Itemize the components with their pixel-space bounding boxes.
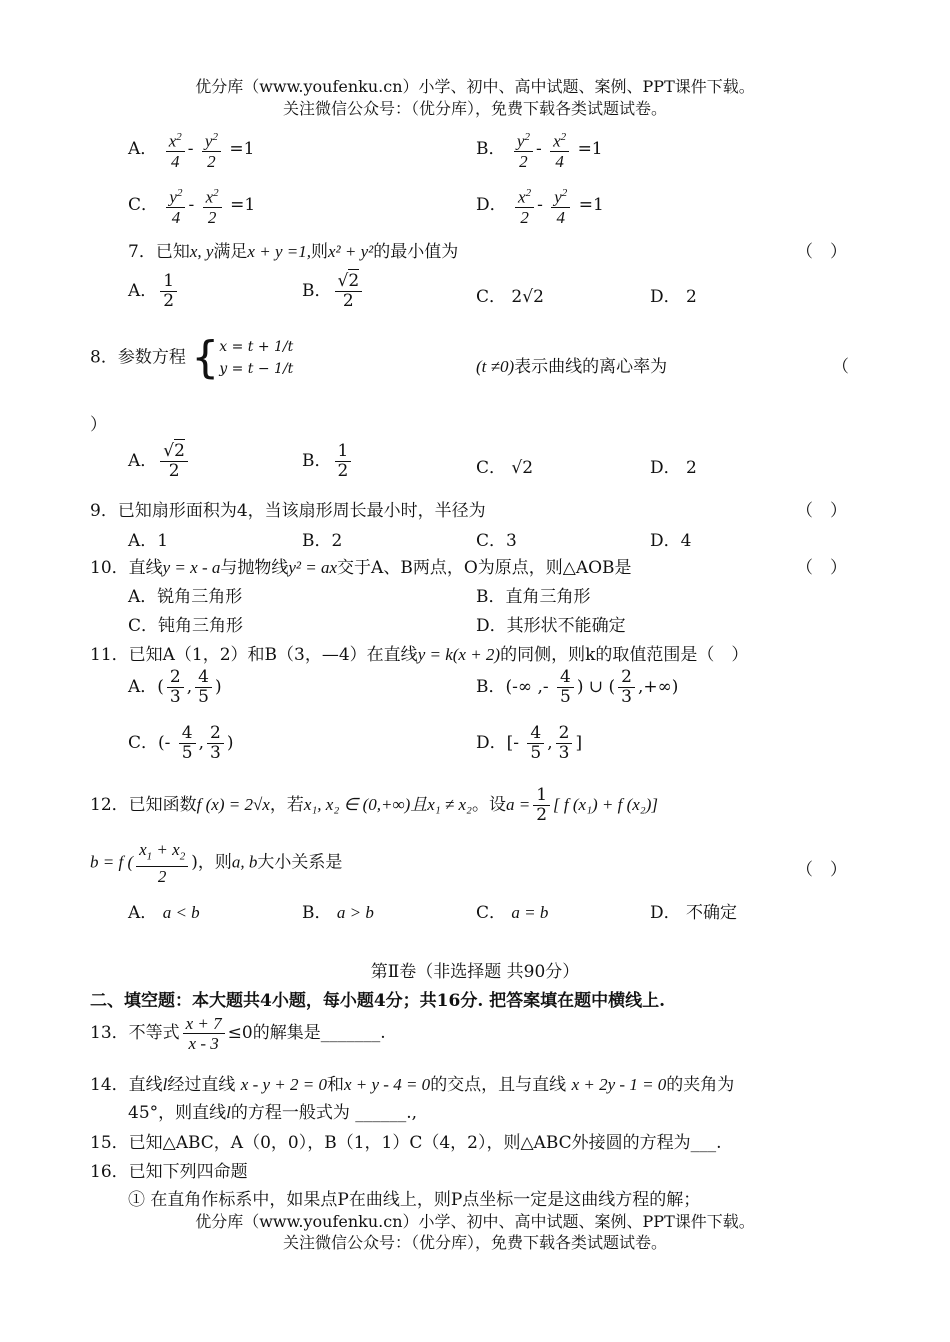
q9-option-a: A．1 [128,531,169,551]
q9-option-d: D．4 [650,531,692,551]
footer-line-1: 优分库（www.youfenku.cn）小学、初中、高中试题、案例、PPT课件下载。 [195,1212,755,1231]
q13-stem: 13．不等式 $\frac{x + 7}{x - 3}$ ≤0的解集是_______. [90,1014,386,1053]
q7-answer-paren: （ ） [796,242,847,262]
q8-option-b: B． $\frac{1}{2}$ [302,442,354,481]
q7-option-d: D． 2 [650,287,697,307]
q9-option-b: B．2 [302,531,343,551]
q9-option-c: C．3 [476,531,517,551]
q12-stem: 12．已知函数f (x) = 2√x，若x₁, x₂ ∈ (0,+∞)且x₁ ≠ x₂。设a = $\frac{1}{2}$ [ f (x₁) + f (x₂)] [90,785,658,825]
q11-option-b: B．(-∞ ,- $\frac{4}{5}$ ) ∪ ( $\frac{2}{3}$ ,+∞) [476,667,679,707]
q15-stem: 15．已知△ABC，A（0，0），B（1，1）C（4，2），则△ABC外接圆的方程为___. [90,1133,722,1153]
q6-option-c: C． $\frac{y^2}{4}$ - $\frac{x^2}{2}$ =1 [128,184,255,227]
q8-option-c: C． √2 [476,458,534,478]
header-line-1: 优分库（www.youfenku.cn）小学、初中、高中试题、案例、PPT课件下载。 [195,77,755,96]
q12-option-b: B． a > b [302,903,374,923]
q8-system-eq2: y = t − 1/t [219,361,294,377]
q10-answer-paren: （ ） [796,558,847,578]
q12-stem-line2: b = f ( $\frac{x_1 + x_2}{2}$ )，则a, b大小关系是 [90,840,343,887]
q7-option-a: A． $\frac{1}{2}$ [128,272,180,311]
section-heading: 二、填空题：本大题共4小题，每小题4分；共16分. 把答案填在题中横线上. [90,991,666,1011]
q8-paren-open: （ [832,357,849,377]
q16-item-1: ① 在直角作标系中，如果点P在曲线上，则P点坐标一定是这曲线方程的解； [128,1190,701,1210]
q14-stem-line2: 45°，则直线l的方程一般式为 ______., [128,1103,418,1123]
q6-option-a: A． $\frac{x^2}{4}$ - $\frac{y^2}{2}$ =1 [128,128,254,171]
q6-option-d: D． $\frac{x^2}{2}$ - $\frac{y^2}{4}$ =1 [476,184,604,227]
q10-option-b: B．直角三角形 [476,587,591,607]
q10-stem: 10．直线y = x - a与抛物线y² = ax交于A、B两点，O为原点，则△AOB是 [90,558,632,578]
q11-stem: 11．已知A（1，2）和B（3，—4）在直线y = k(x + 2)的同侧，则k的取值范围是（ ） [90,645,749,665]
part2-title: 第Ⅱ卷（非选择题 共90分） [370,962,580,982]
q12-option-a: A． a < b [128,903,200,923]
q12-answer-paren: （ ） [796,860,847,880]
q8-option-a: A． $\frac{√2}{2}$ [128,442,191,481]
q11-option-c: C．(- $\frac{4}{5}$ , $\frac{2}{3}$ ) [128,723,234,763]
q12-option-c: C． a = b [476,903,549,923]
q14-stem: 14．直线l经过直线 x - y + 2 = 0和x + y - 4 = 0的交点，且与直线 x + 2y - 1 = 0的夹角为 [90,1075,735,1095]
q8-option-d: D． 2 [650,458,697,478]
q7-option-c: C． 2√2 [476,287,544,307]
footer-line-2: 关注微信公众号：（优分库），免费下载各类试题试卷。 [282,1233,667,1252]
q11-option-a: A．( $\frac{2}{3}$ , $\frac{4}{5}$ ) [128,667,222,707]
q9-answer-paren: （ ） [796,501,847,521]
q7-option-b: B． $\frac{√2}{2}$ [302,272,365,311]
q10-option-a: A．锐角三角形 [128,587,243,607]
q10-option-d: D．其形状不能确定 [476,616,626,636]
q8-stem: 8．参数方程 {x = t + 1/t y = t − 1/t [90,332,294,383]
q6-option-b: B． $\frac{y^2}{2}$ - $\frac{x^2}{4}$ =1 [476,128,603,171]
q8-condition: (t ≠0)表示曲线的离心率为 [476,357,668,377]
q8-paren-close: ） [90,415,107,435]
q16-stem: 16．已知下列四命题 [90,1162,248,1182]
q8-system-eq1: x = t + 1/t [219,339,294,355]
q11-option-d: D．[- $\frac{4}{5}$ , $\frac{2}{3}$ ] [476,723,583,763]
q7-stem: 7．已知x, y满足x + y =1,则x² + y²的最小值为 [128,242,459,262]
q10-option-c: C．钝角三角形 [128,616,244,636]
q9-stem: 9．已知扇形面积为4，当该扇形周长最小时，半径为 [90,501,486,521]
header-line-2: 关注微信公众号：（优分库），免费下载各类试题试卷。 [282,99,667,118]
q12-option-d: D． 不确定 [650,903,738,923]
